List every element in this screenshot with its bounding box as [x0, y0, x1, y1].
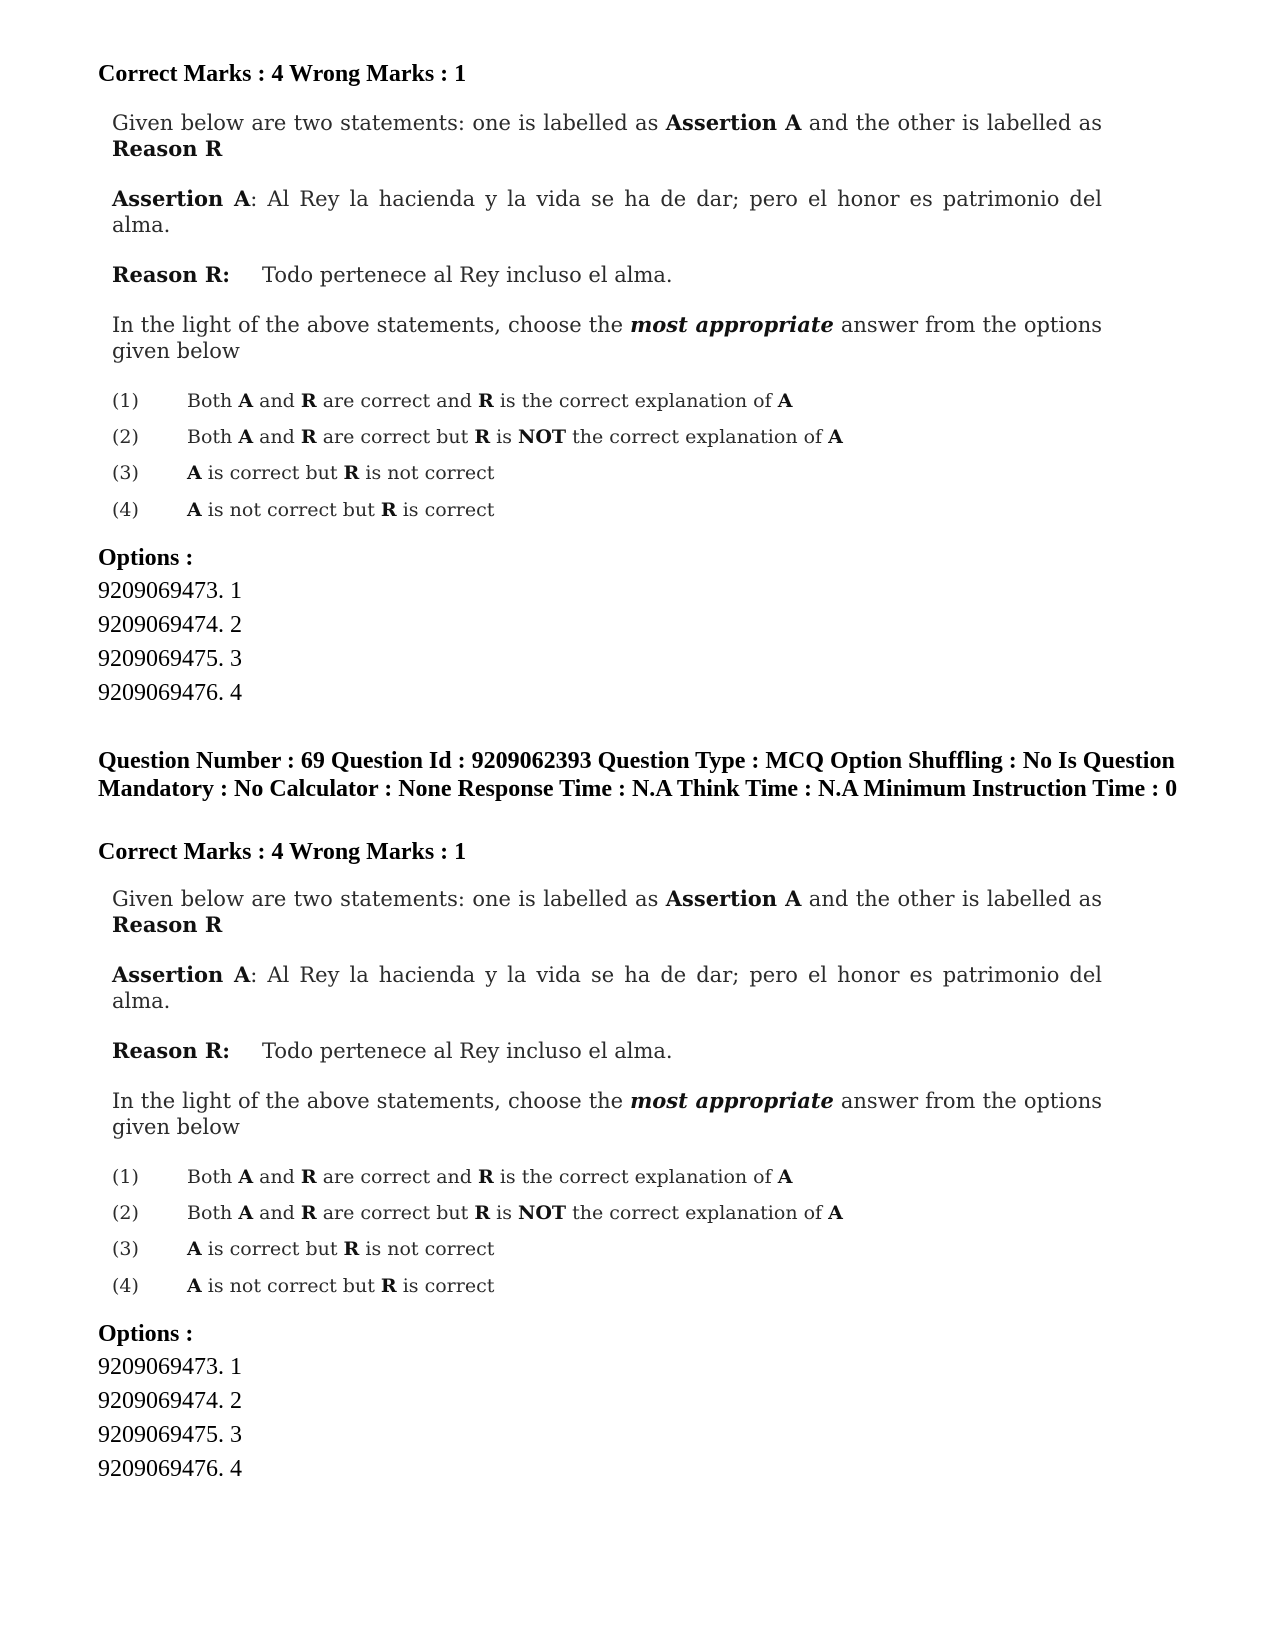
choice-2: (2) Both A and R are correct but R is NOT the correct explanation of A — [112, 426, 843, 448]
instruction-paragraph: In the light of the above statements, choose the most appropriate answer from the options given below — [112, 1088, 1103, 1139]
options-list — [98, 577, 242, 713]
option-item: 9209069473. 1 — [98, 1354, 242, 1380]
option-item: 9209069474. 2 — [98, 612, 242, 638]
reason-paragraph: Reason R: Todo pertenece al Rey incluso el alma. — [112, 262, 673, 287]
choice-4: (4) A is not correct but R is correct — [112, 499, 495, 521]
options-title: Options : — [98, 545, 194, 571]
choice-2: (2) Both A and R are correct but R is NOT the correct explanation of A — [112, 1202, 843, 1224]
intro-paragraph: Given below are two statements: one is labelled as Assertion A and the other is labelled as Reason R — [112, 886, 1102, 937]
option-item: 9209069473. 1 — [98, 578, 242, 604]
option-item: 9209069476. 4 — [98, 1456, 242, 1482]
option-item: 9209069475. 3 — [98, 1422, 242, 1448]
option-item: 9209069474. 2 — [98, 1388, 242, 1414]
options-title: Options : — [98, 1321, 194, 1347]
choice-3: (3) A is correct but R is not correct — [112, 1238, 495, 1260]
assertion-paragraph: Assertion A: Al Rey la hacienda y la vida se ha de dar; pero el honor es patrimonio del alma. — [112, 962, 1103, 1013]
choice-1: (1) Both A and R are correct and R is the correct explanation of A — [112, 1166, 793, 1188]
reason-paragraph: Reason R: Todo pertenece al Rey incluso el alma. — [112, 1038, 673, 1063]
assertion-paragraph: Assertion A: Al Rey la hacienda y la vida se ha de dar; pero el honor es patrimonio del alma. — [112, 186, 1103, 237]
question-header: Question Number : 69 Question Id : 9209062393 Question Type : MCQ Option Shuffling : No Is Question Mandatory : No Calculator : None Response Time : N.A Think Time : N.A Minimum Instruction Time : 0 — [98, 748, 1178, 802]
choice-4: (4) A is not correct but R is correct — [112, 1275, 495, 1297]
option-item: 9209069476. 4 — [98, 680, 242, 706]
marks-line: Correct Marks : 4 Wrong Marks : 1 — [98, 839, 467, 865]
choice-1: (1) Both A and R are correct and R is the correct explanation of A — [112, 390, 793, 412]
options-list — [98, 1353, 242, 1489]
choice-3: (3) A is correct but R is not correct — [112, 462, 495, 484]
option-item: 9209069475. 3 — [98, 646, 242, 672]
instruction-paragraph: In the light of the above statements, choose the most appropriate answer from the options given below — [112, 312, 1103, 363]
intro-paragraph: Given below are two statements: one is labelled as Assertion A and the other is labelled as Reason R — [112, 110, 1102, 161]
marks-line: Correct Marks : 4 Wrong Marks : 1 — [98, 61, 467, 87]
